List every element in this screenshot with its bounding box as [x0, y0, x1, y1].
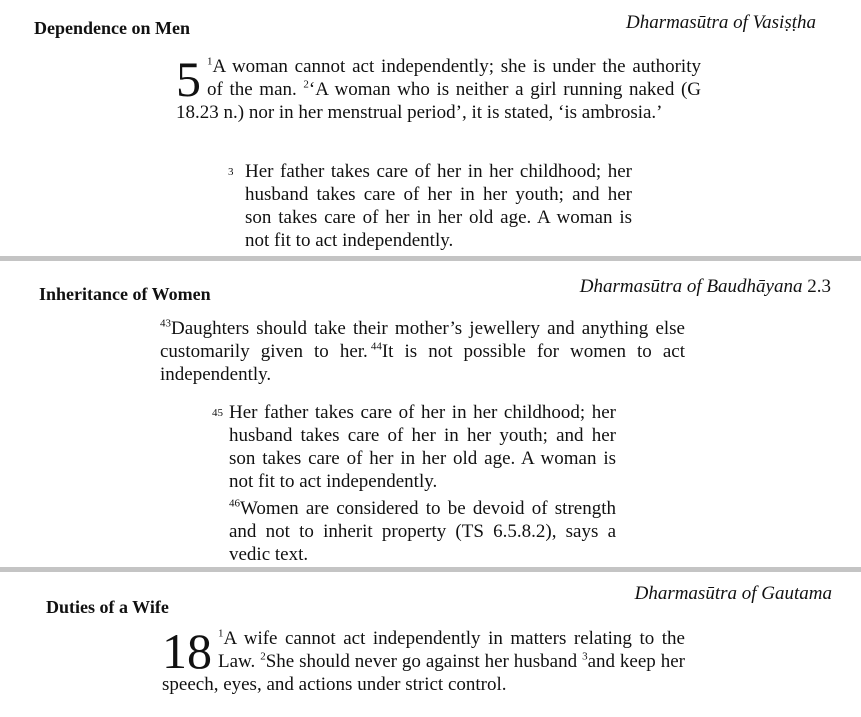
section-heading: Duties of a Wife: [46, 597, 169, 617]
source-reference: 2.3: [807, 276, 831, 297]
verse-number: 1: [207, 55, 213, 68]
verse-block: 3 Her father takes care of her in her childhood; her husband takes care of her in her youth; and her son takes care of her in her old age. A woman is not fit to act independently.: [228, 161, 632, 251]
source-title-text: Dharmasūtra of Baudhāyana: [579, 276, 803, 297]
verse-number: 43: [160, 317, 171, 330]
section-heading: Inheritance of Women: [39, 284, 211, 304]
section-divider: [0, 256, 861, 261]
section-vasistha: [0, 0, 861, 253]
verse-block: [160, 317, 685, 386]
verse-number: 1: [218, 627, 224, 640]
verse-text: and keep her speech, eyes, and actions under strict control.: [162, 651, 685, 695]
source-title: [580, 276, 831, 298]
verse-text: Daughters should take their mother’s jewellery and anything else customarily given to her.: [160, 318, 685, 362]
verse-number: 2: [260, 650, 266, 663]
verse-text: A woman cannot act independently; she is under the authority of the man.: [207, 56, 701, 100]
verse-text: Her father takes care of her in her childhood; her husband takes care of her in her youth; and her son takes care of her in her old age. A woman is not fit to act independently.: [245, 161, 632, 251]
verse-text: A wife cannot act independently in matters relating to the Law.: [218, 628, 685, 672]
verse-text: Her father takes care of her in her childhood; her husband takes care of her in her youth; and her son takes care of her in her old age. A woman is not fit to act independently.: [229, 402, 616, 492]
verse-block: [229, 497, 616, 566]
source-title: Dharmasūtra of Gautama: [634, 583, 832, 604]
chapter-number: 5: [176, 51, 201, 107]
verse-block: 45 Her father takes care of her in her childhood; her husband takes care of her in her youth; and her son takes care of her in her old age. A woman is not fit to act independently.: [212, 402, 616, 492]
verse-block: [162, 623, 685, 696]
section-heading: Dependence on Men: [34, 18, 190, 38]
verse-text: Women are considered to be devoid of strength and not to inherit property (TS 6.5.8.2), says a vedic text.: [229, 498, 616, 565]
verse-number: 46: [229, 497, 240, 510]
chapter-number: 18: [162, 623, 212, 679]
verse-text: It is not possible for women to act independently.: [160, 341, 685, 385]
verse-text: ‘A woman who is neither a girl running naked (G 18.23 n.) nor in her menstrual period’, it is stated, ‘is ambrosia.’: [176, 79, 701, 123]
verse-number: 3: [582, 650, 588, 663]
verse-number: 2: [303, 78, 309, 91]
verse-number: 44: [370, 340, 382, 353]
source-title: Dharmasūtra of Vasiṣṭha: [625, 12, 816, 33]
verse-text: She should never go against her husband: [265, 651, 578, 672]
verse-block: [176, 51, 701, 124]
section-divider: [0, 567, 861, 572]
section-baudhayana: [0, 264, 861, 567]
section-gautama: [0, 575, 861, 717]
